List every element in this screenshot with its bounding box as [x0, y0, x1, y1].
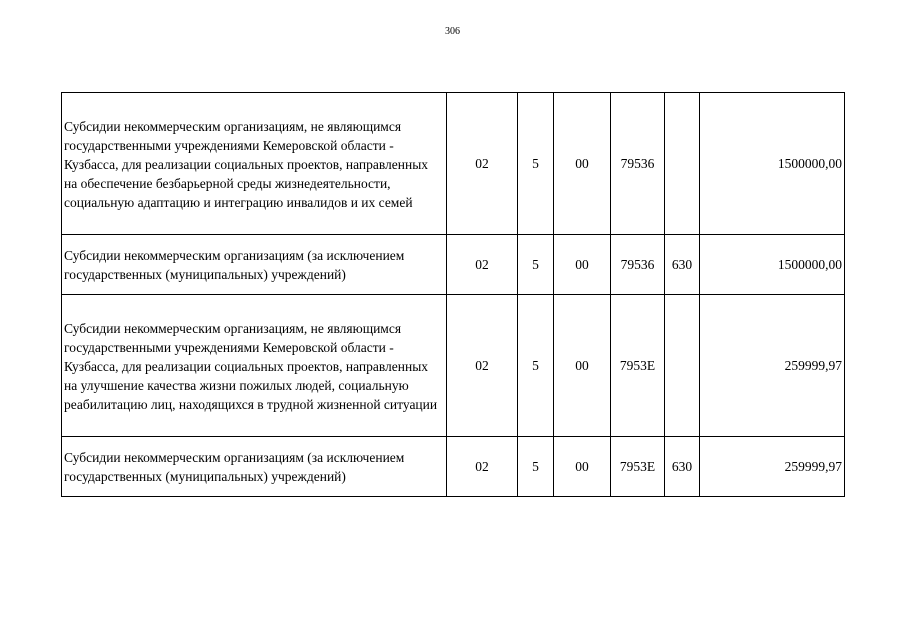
- row-program-code: 5: [518, 437, 554, 497]
- row-amount: 259999,97: [700, 295, 845, 437]
- row-target-code: 7953Е: [611, 295, 665, 437]
- row-section-code: 02: [447, 295, 518, 437]
- row-section-code: 02: [447, 235, 518, 295]
- row-subprogram-code: 00: [554, 437, 611, 497]
- row-subprogram-code: 00: [554, 295, 611, 437]
- row-program-code: 5: [518, 93, 554, 235]
- row-description: Субсидии некоммерческим организациям (за исключением государственных (муниципальных) учреждений): [62, 235, 447, 295]
- row-expense-type: 630: [665, 437, 700, 497]
- row-amount: 1500000,00: [700, 93, 845, 235]
- row-expense-type: [665, 295, 700, 437]
- row-target-code: 79536: [611, 235, 665, 295]
- row-section-code: 02: [447, 437, 518, 497]
- row-program-code: 5: [518, 235, 554, 295]
- page-number: 306: [445, 26, 460, 37]
- row-target-code: 7953Е: [611, 437, 665, 497]
- table-row: [62, 235, 845, 295]
- row-amount: 259999,97: [700, 437, 845, 497]
- table-row: [62, 437, 845, 497]
- row-amount: 1500000,00: [700, 235, 845, 295]
- row-description: Субсидии некоммерческим организациям, не являющимся государственными учреждениями Кемеровской области - Кузбасса, для реализации социальных проектов, направленных на обеспечение безбарьерной среды жизнедеятельности, социальную адаптацию и интеграцию инвалидов и их семей: [62, 93, 447, 235]
- budget-table: [61, 92, 845, 497]
- row-target-code: 79536: [611, 93, 665, 235]
- row-expense-type: [665, 93, 700, 235]
- row-subprogram-code: 00: [554, 93, 611, 235]
- row-description: Субсидии некоммерческим организациям, не являющимся государственными учреждениями Кемеровской области - Кузбасса, для реализации социальных проектов, направленных на улучшение качества жизни пожилых людей, социальную реабилитацию лиц, находящихся в трудной жизненной ситуации: [62, 295, 447, 437]
- table-row: [62, 295, 845, 437]
- table-row: [62, 93, 845, 235]
- row-expense-type: 630: [665, 235, 700, 295]
- row-subprogram-code: 00: [554, 235, 611, 295]
- row-program-code: 5: [518, 295, 554, 437]
- row-description: Субсидии некоммерческим организациям (за исключением государственных (муниципальных) учреждений): [62, 437, 447, 497]
- row-section-code: 02: [447, 93, 518, 235]
